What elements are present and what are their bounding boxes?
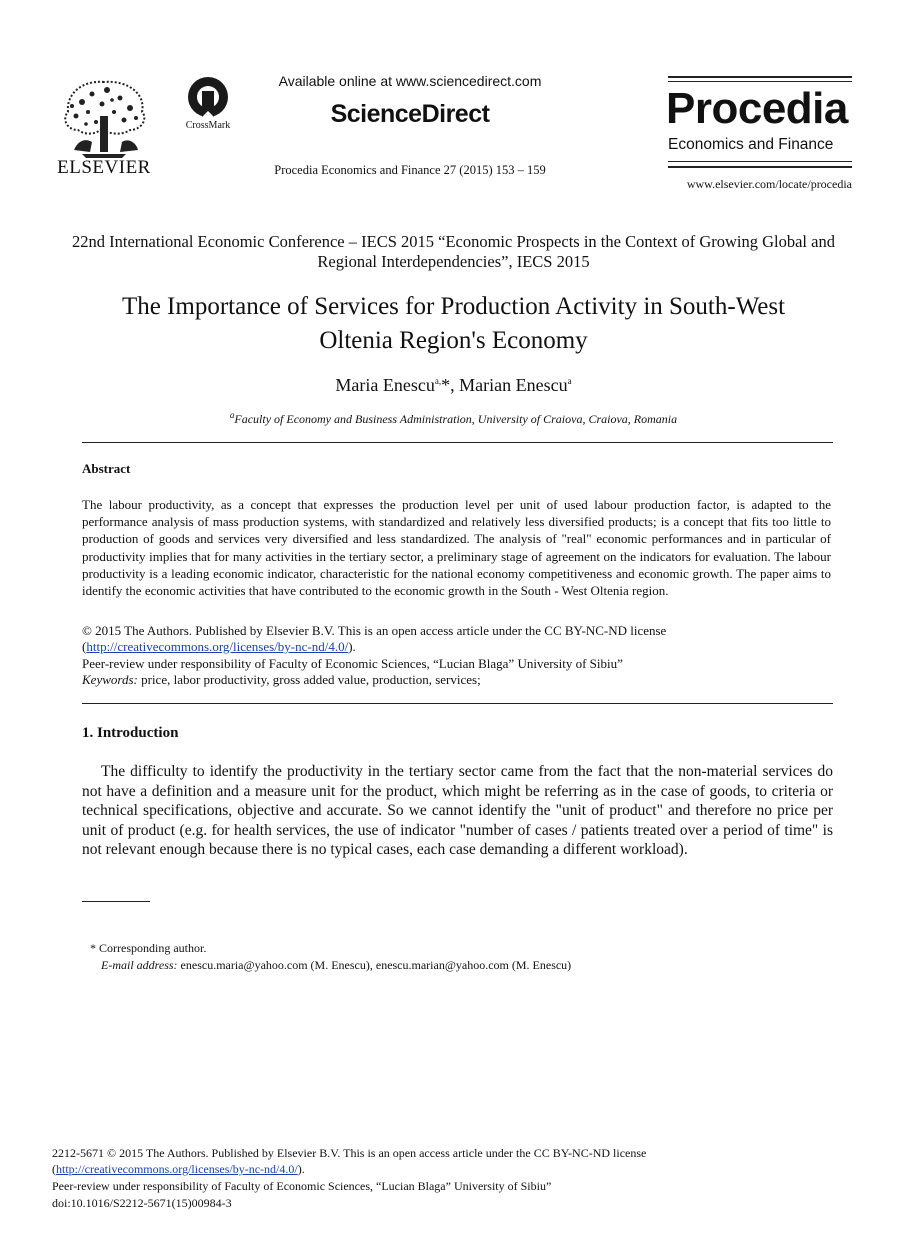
footer-issn-license: 2212-5671 © 2015 The Authors. Published by Elsevier B.V. This is an open access article under the CC BY-NC-ND license [52, 1146, 647, 1160]
procedia-rule [668, 161, 852, 162]
footer-license-url-suffix: ). [297, 1162, 305, 1176]
email-label: E-mail address: [101, 958, 178, 972]
footnote-marker: * [90, 941, 96, 955]
abstract-text: The labour productivity, as a concept that expresses the production level per unit of used labour production factor, is adapted to the performance analysis of mass production systems, with standardized and relatively less diversified products; is a concept that fits too little to production of goods and services very diversified and less standardized. The analysis of "real" economic performances and in particular of productivity implies that for many activities in the tertiary sector, a preliminary stage of agreement on the indicators for evaluation. The labour productivity is a leading economic indicator, characteristic for the national economy competitiveness and economic growth. The paper aims to identify the economic activities that have contributed to the economic growth in the South - West Oltenia region. [82, 497, 831, 599]
author-name: Marian Enescu [459, 375, 568, 395]
license-statement: © 2015 The Authors. Published by Elsevier B.V. This is an open access article under the CC BY-NC-ND license [82, 623, 667, 638]
author-affiliation-marker: a [567, 376, 572, 386]
elsevier-wordmark: ELSEVIER [57, 157, 151, 178]
introduction-heading: 1. Introduction [82, 725, 179, 741]
author-separator: , [450, 375, 460, 395]
license-url-suffix: ). [348, 639, 356, 654]
corresponding-marker: * [441, 375, 451, 395]
footer-doi[interactable]: doi:10.1016/S2212-5671(15)00984-3 [52, 1196, 232, 1210]
paper-title [60, 290, 847, 358]
keywords-label: Keywords: [82, 672, 138, 687]
footer-peer-review: Peer-review under responsibility of Faculty of Economic Sciences, “Lucian Blaga” University of Sibiu” [52, 1179, 552, 1193]
journal-citation: Procedia Economics and Finance 27 (2015) 153 – 159 [274, 163, 546, 177]
sciencedirect-wordmark: ScienceDirect [330, 100, 490, 128]
author-name: Maria Enescu [335, 375, 435, 395]
keywords-text: price, labor productivity, gross added value, production, services; [141, 672, 481, 687]
crossmark-label: CrossMark [185, 120, 231, 131]
author-list [60, 375, 847, 396]
procedia-rule [668, 81, 852, 82]
license-url-line: (http://creativecommons.org/licenses/by-nc-nd/4.0/). [82, 639, 356, 654]
author-affiliation-marker: a, [434, 376, 442, 386]
footnote-rule [82, 901, 150, 902]
corresponding-author-note [90, 941, 206, 956]
procedia-rule [668, 76, 852, 78]
conference-name: 22nd International Economic Conference – IECS 2015 “Economic Prospects in the Context of Growing Global and Regional Interdependencies”, IECS 2015 [72, 232, 835, 271]
license-link[interactable]: http://creativecommons.org/licenses/by-nc-nd/4.0/ [86, 639, 349, 654]
title-line: The Importance of Services for Production Activity in South-West [121, 293, 786, 320]
footer-license-url-line: (http://creativecommons.org/licenses/by-nc-nd/4.0/). [52, 1162, 305, 1176]
introduction-text: The difficulty to identify the productivity in the tertiary sector came from the fact that the non-material services do not have a definition and a measure unit for the product, which might be referring as in the case of goods, to criteria or technical specifications, objective and accurate. So we cannot identify the "unit of product" and therefore no price per unit of product (e.g. for health services, the use of indicator "number of cases / patients treated over a period of time" is not relevant enough because there is no typical cases, each case demanding a different workload). [82, 763, 833, 858]
procedia-url-link[interactable]: www.elsevier.com/locate/procedia [686, 177, 852, 191]
corresponding-text: Corresponding author. [99, 941, 207, 955]
section-rule [82, 442, 833, 443]
keywords [82, 671, 481, 688]
affiliation-marker: a [229, 410, 235, 420]
footer-license-link[interactable]: http://creativecommons.org/licenses/by-nc-nd/4.0/ [56, 1162, 298, 1176]
title-line: Oltenia Region's Economy [319, 327, 588, 354]
peer-review-statement: Peer-review under responsibility of Faculty of Economic Sciences, “Lucian Blaga” University of Sibiu” [82, 656, 623, 671]
procedia-wordmark: Procedia [666, 84, 848, 133]
available-online-text: Available online at www.sciencedirect.com [278, 73, 542, 89]
section-rule [82, 703, 833, 704]
abstract-heading: Abstract [82, 461, 131, 476]
procedia-subtitle: Economics and Finance [668, 136, 834, 153]
email-addresses[interactable]: enescu.maria@yahoo.com (M. Enescu), enescu.marian@yahoo.com (M. Enescu) [180, 958, 572, 972]
email-note [101, 958, 571, 973]
affiliation-text: Faculty of Economy and Business Administration, University of Craiova, Craiova, Romania [234, 412, 678, 426]
affiliation [60, 412, 847, 427]
procedia-rule [668, 166, 852, 168]
